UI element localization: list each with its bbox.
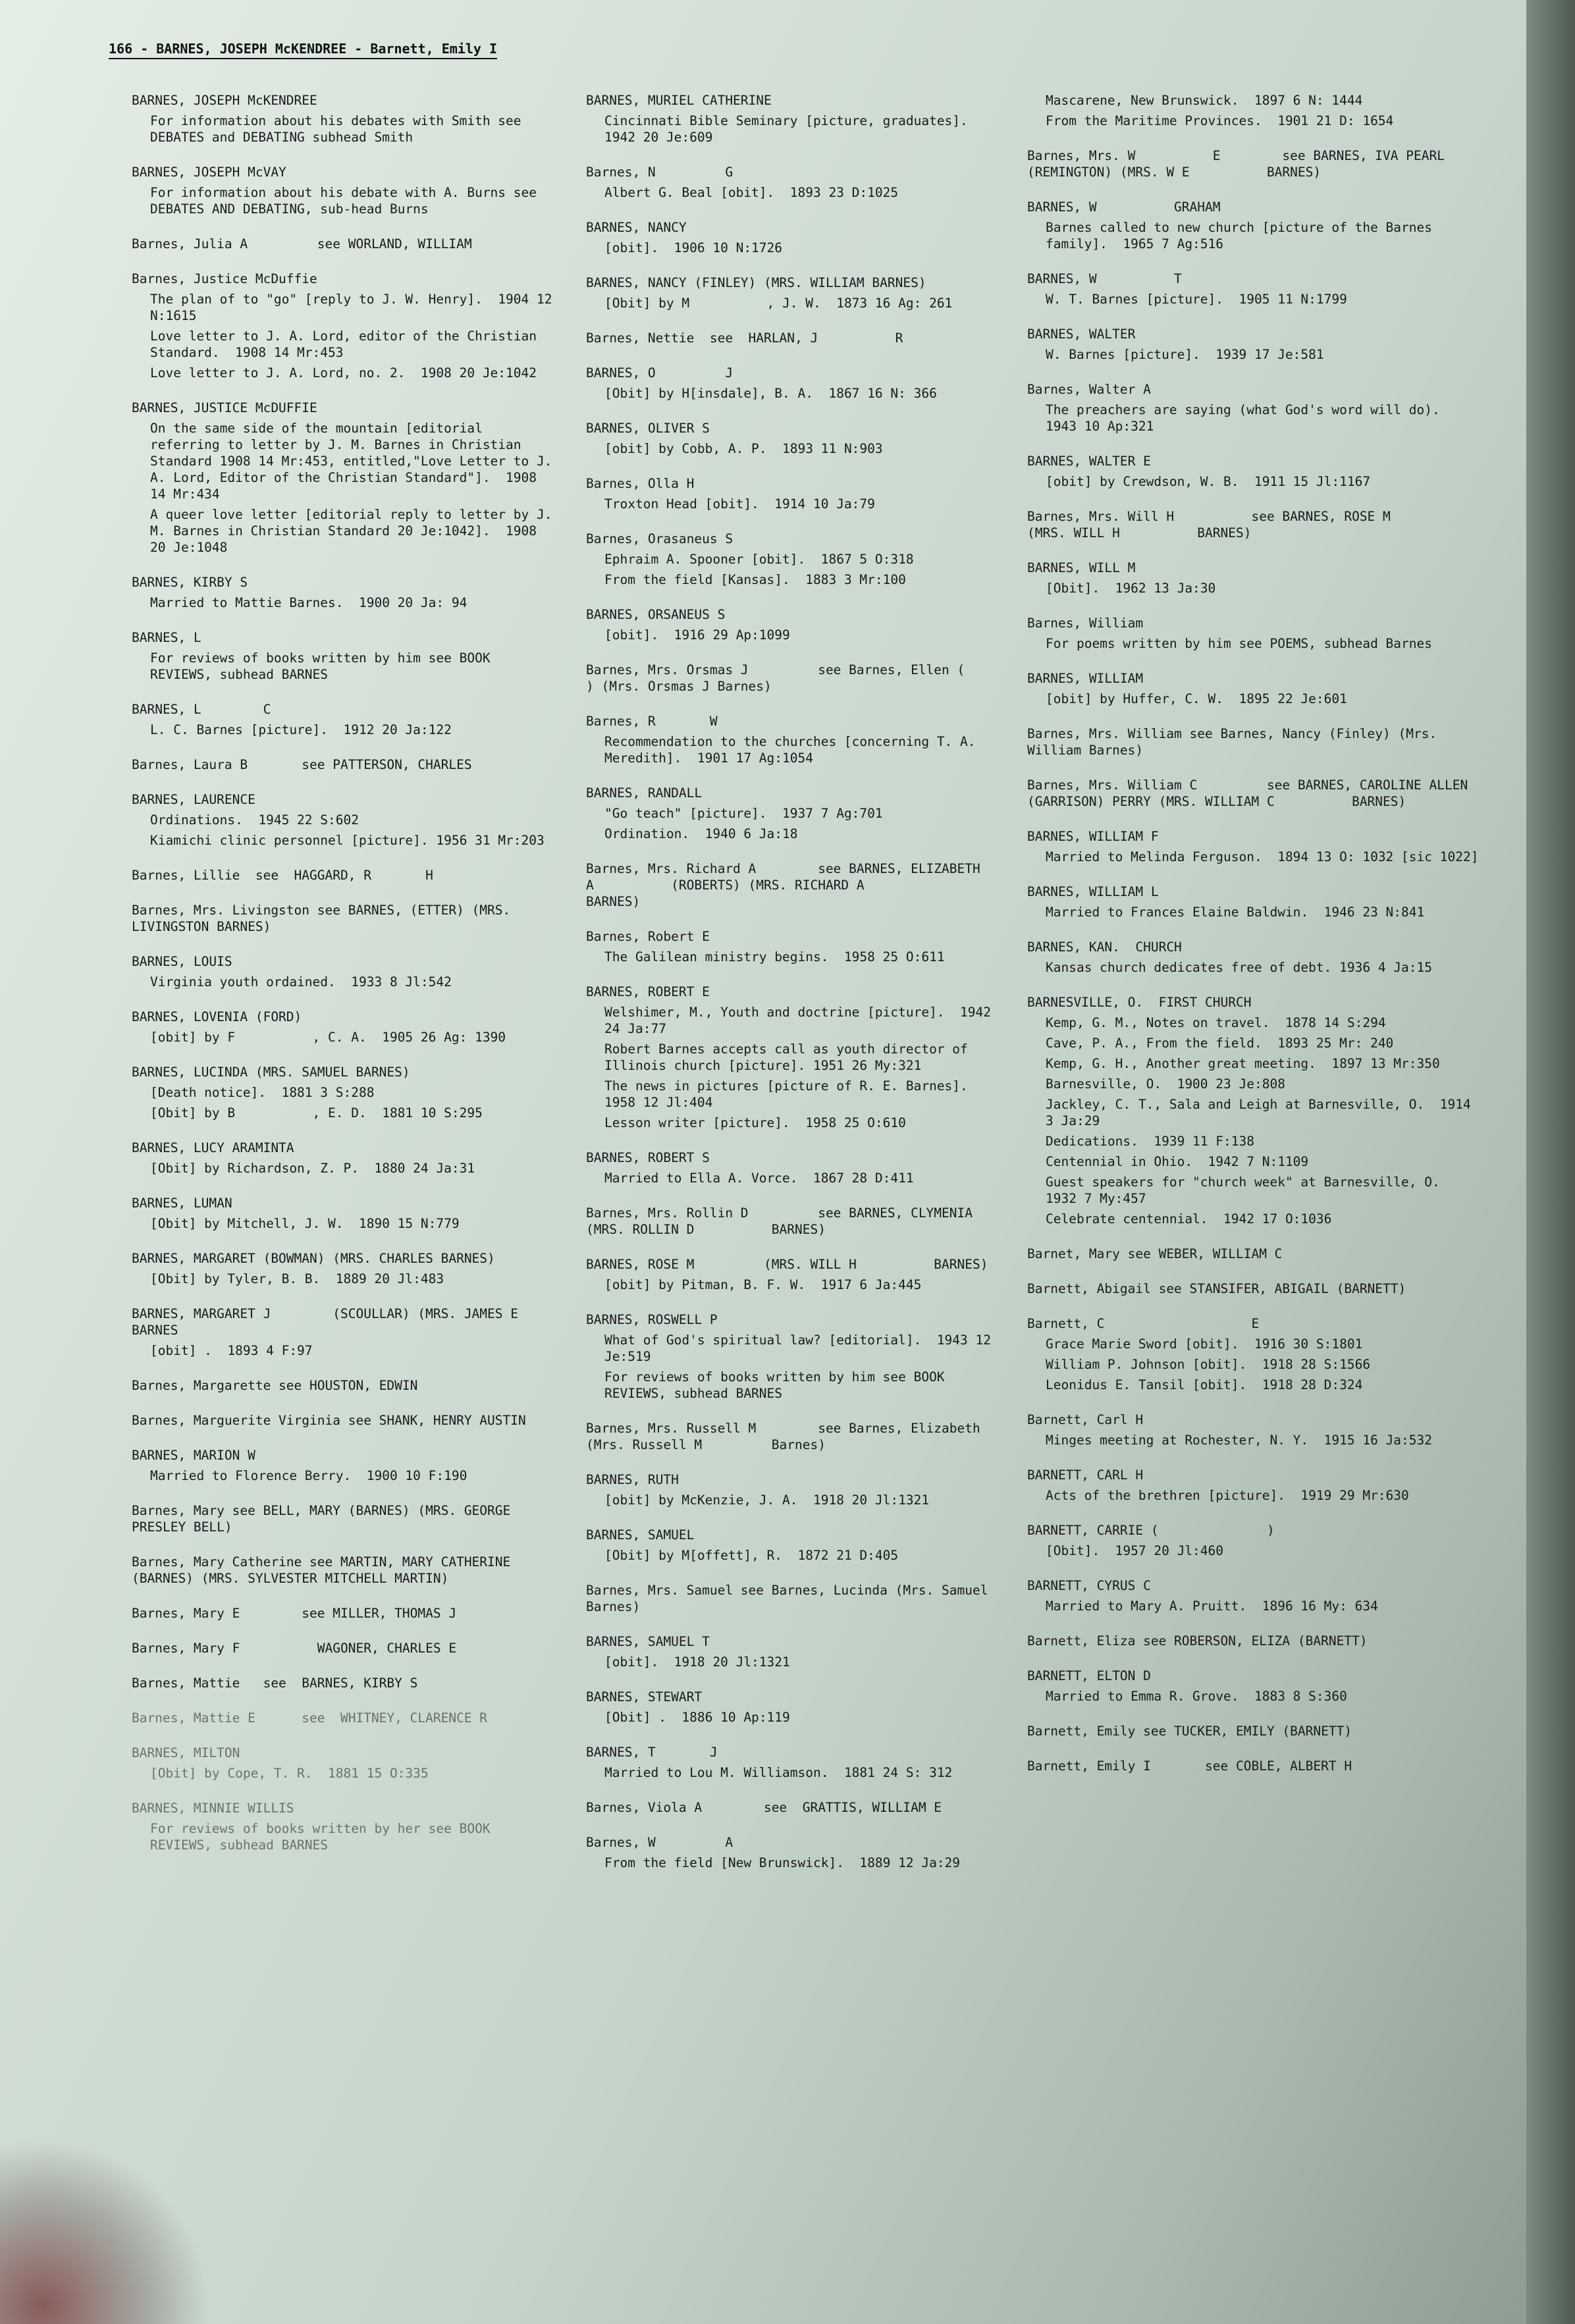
index-entry (1027, 1412, 1482, 1448)
entry-reference: [Obit] by Mitchell, J. W. 1890 15 N:779 (150, 1216, 460, 1231)
entry-heading: BARNES, MILTON (132, 1745, 240, 1760)
index-entry (132, 1447, 560, 1484)
entry-heading: Barnes, Mrs. Russell M see Barnes, Elizabeth (Mrs. Russell M Barnes) (586, 1421, 988, 1452)
entry-heading: BARNETT, CARL H (1027, 1467, 1144, 1483)
entry-heading: Barnes, Justice McDuffie (132, 271, 317, 286)
entry-heading: Barnett, Emily see TUCKER, EMILY (BARNETT) (1027, 1724, 1352, 1739)
index-entry (132, 574, 560, 611)
index-entry (1027, 828, 1482, 865)
entry-heading: Barnett, Abigail see STANSIFER, ABIGAIL (BARNETT) (1027, 1281, 1406, 1296)
entry-reference: Kemp, G. M., Notes on travel. 1878 14 S:294 (1046, 1015, 1386, 1030)
entry-heading: Barnes, Mrs. William C see BARNES, CAROLINE ALLEN (GARRISON) PERRY (MRS. WILLIAM C BARNES) (1027, 778, 1476, 809)
index-entry (1027, 670, 1482, 707)
index-entry (132, 1554, 560, 1587)
entry-reference: Love letter to J. A. Lord, editor of the Christian Standard. 1908 14 Mr:453 (150, 329, 545, 360)
entry-heading: BARNES, WILLIAM L (1027, 884, 1159, 899)
index-entry (1027, 615, 1482, 652)
entry-heading: Barnes, Mrs. Samuel see Barnes, Lucinda (Mrs. Samuel Barnes) (586, 1583, 996, 1614)
index-entry (1027, 1577, 1482, 1614)
entry-heading: Barnett, Carl H (1027, 1412, 1144, 1427)
entry-heading: Barnes, Mrs. Livingston see BARNES, (ETTER) (MRS. LIVINGSTON BARNES) (132, 903, 519, 934)
index-entry (586, 164, 994, 201)
entry-reference: Recommendation to the churches [concerning T. A. Meredith]. 1901 17 Ag:1054 (604, 734, 984, 766)
entry-reference: For reviews of books written by him see BOOK REVIEWS, subhead BARNES (604, 1369, 953, 1401)
entry-reference: Ordinations. 1945 22 S:602 (150, 812, 359, 828)
entry-reference: Ordination. 1940 6 Ja:18 (604, 826, 798, 841)
entry-reference: Welshimer, M., Youth and doctrine [picture]. 1942 24 Ja:77 (604, 1005, 999, 1036)
entry-reference: [Obit] by M , J. W. 1873 16 Ag: 261 (604, 296, 953, 311)
entry-reference: The news in pictures [picture of R. E. Barnes]. 1958 12 Jl:404 (604, 1078, 984, 1110)
index-entry (586, 1527, 994, 1564)
entry-heading: BARNES, L C (132, 702, 271, 717)
index-entry (586, 1471, 994, 1508)
entry-heading: BARNES, ROSE M (MRS. WILL H BARNES) (586, 1257, 988, 1272)
entry-reference: L. C. Barnes [picture]. 1912 20 Ja:122 (150, 722, 452, 737)
entry-heading: BARNES, WALTER (1027, 327, 1136, 342)
entry-reference: [obit]. 1906 10 N:1726 (604, 240, 783, 255)
entry-heading: Barnes, Mrs. Will H see BARNES, ROSE M (MRS. WILL H BARNES) (1027, 509, 1460, 541)
entry-heading: Barnes, Walter A (1027, 382, 1151, 397)
entry-reference: For poems written by him see POEMS, subhead Barnes (1046, 636, 1432, 651)
hand-shadow (0, 2140, 211, 2324)
entry-reference: [obit] by Huffer, C. W. 1895 22 Je:601 (1046, 691, 1347, 706)
entry-reference: Married to Emma R. Grove. 1883 8 S:360 (1046, 1689, 1347, 1704)
index-entry (1027, 271, 1482, 307)
index-entry (586, 984, 999, 1131)
entry-reference: [Obit] by M[offett], R. 1872 21 D:405 (604, 1548, 899, 1563)
entry-reference: [Obit] by Tyler, B. B. 1889 20 Jl:483 (150, 1271, 444, 1286)
index-entry (132, 867, 560, 884)
entry-heading: BARNES, ROBERT E (586, 984, 710, 999)
entry-reference: [obit] by F , C. A. 1905 26 Ag: 1390 (150, 1030, 506, 1045)
entry-reference: [Obit]. 1957 20 Jl:460 (1046, 1543, 1224, 1558)
index-entry (132, 701, 560, 738)
index-entry (132, 1064, 560, 1121)
entry-heading: Barnes, Mary F WAGONER, CHARLES E (132, 1641, 457, 1656)
index-column-3 (1027, 92, 1482, 1793)
entry-reference: [obit] by Crewdson, W. B. 1911 15 Jl:1167 (1046, 474, 1371, 489)
index-entry (1027, 92, 1482, 129)
entry-heading: Barnes, Mattie E see WHITNEY, CLARENCE R (132, 1710, 488, 1726)
entry-heading: BARNES, JOSEPH McVAY (132, 165, 286, 180)
entry-reference: Kemp, G. H., Another great meeting. 1897 13 Mr:350 (1046, 1056, 1440, 1071)
entry-reference: From the field [New Brunswick]. 1889 12 Ja:29 (604, 1855, 961, 1870)
entry-reference: On the same side of the mountain [editorial referring to letter by J. M. Barnes in Christian Standard 1908 14 Mr:453, entitled,"Love Letter to J. A. Lord, Editor of the Christian Standard"]. 1908 14 Mr:434 (150, 421, 560, 502)
entry-reference: Grace Marie Sword [obit]. 1916 30 S:1801 (1046, 1336, 1363, 1352)
index-entry (1027, 508, 1482, 541)
entry-heading: BARNES, ROSWELL P (586, 1312, 718, 1327)
entry-heading: BARNES, OLIVER S (586, 421, 710, 436)
index-entry (132, 1377, 560, 1394)
entry-heading: Barnes, Olla H (586, 476, 695, 491)
index-entry (1027, 777, 1482, 810)
index-entry (132, 1800, 560, 1853)
entry-reference: Celebrate centennial. 1942 17 O:1036 (1046, 1211, 1332, 1227)
index-entry (132, 1306, 596, 1359)
index-entry (132, 791, 560, 849)
entry-heading: Barnett, Eliza see ROBERSON, ELIZA (BARNETT) (1027, 1633, 1368, 1649)
entry-reference: Love letter to J. A. Lord, no. 2. 1908 20 Je:1042 (150, 365, 537, 381)
index-entry (132, 1710, 560, 1726)
entry-reference: Ephraim A. Spooner [obit]. 1867 5 O:318 (604, 552, 914, 567)
index-entry (586, 860, 994, 910)
index-entry (586, 1834, 994, 1871)
index-entry (586, 1582, 994, 1615)
entry-heading: Barnes, W A (586, 1835, 734, 1850)
index-entry (132, 92, 560, 145)
entry-reference: Albert G. Beal [obit]. 1893 23 D:1025 (604, 185, 899, 200)
index-entry (1027, 726, 1482, 758)
entry-reference: Married to Mary A. Pruitt. 1896 16 My: 634 (1046, 1598, 1378, 1614)
index-entry (1027, 1281, 1482, 1297)
entry-heading: Barnes, Marguerite Virginia see SHANK, HENRY AUSTIN (132, 1413, 526, 1428)
entry-reference: Acts of the brethren [picture]. 1919 29 Mr:630 (1046, 1488, 1409, 1503)
index-entry (132, 1195, 560, 1232)
index-column-2 (586, 92, 1042, 1889)
entry-reference: Jackley, C. T., Sala and Leigh at Barnesville, O. 1914 3 Ja:29 (1046, 1097, 1479, 1128)
entry-reference: [obit] by Cobb, A. P. 1893 11 N:903 (604, 441, 883, 456)
entry-heading: BARNES, MARGARET J (SCOULLAR) (MRS. JAMES E BARNES (132, 1306, 596, 1338)
entry-heading: Barnes, Mary E see MILLER, THOMAS J (132, 1606, 457, 1621)
entry-heading: BARNETT, ELTON D (1027, 1668, 1151, 1683)
index-entry (586, 1744, 994, 1781)
entry-reference: [Death notice]. 1881 3 S:288 (150, 1085, 375, 1100)
index-entry (586, 365, 994, 402)
entry-reference: [obit] by McKenzie, J. A. 1918 20 Jl:1321 (604, 1492, 930, 1508)
index-entry (132, 1140, 560, 1176)
index-entry (1027, 884, 1482, 920)
entry-reference: Virginia youth ordained. 1933 8 Jl:542 (150, 974, 452, 990)
index-entry (1027, 199, 1482, 252)
index-entry (132, 164, 560, 217)
index-entry (586, 275, 994, 311)
entry-heading: BARNES, MARGARET (BOWMAN) (MRS. CHARLES BARNES) (132, 1251, 495, 1266)
index-entry (132, 1675, 560, 1691)
index-entry (586, 1256, 994, 1293)
index-entry (1027, 1522, 1482, 1559)
entry-heading: BARNES, SAMUEL T (586, 1634, 710, 1649)
entry-reference: Troxton Head [obit]. 1914 10 Ja:79 (604, 496, 875, 512)
entry-heading: BARNES, JOSEPH McKENDREE (132, 93, 317, 108)
entry-reference: What of God's spiritual law? [editorial]. 1943 12 Je:519 (604, 1333, 999, 1364)
entry-reference: [Obit] by Richardson, Z. P. 1880 24 Ja:31 (150, 1161, 475, 1176)
index-entry (1027, 381, 1482, 435)
entry-heading: BARNES, JUSTICE McDUFFIE (132, 400, 317, 415)
entry-reference: Minges meeting at Rochester, N. Y. 1915 16 Ja:532 (1046, 1433, 1432, 1448)
entry-heading: BARNES, WILLIAM F (1027, 829, 1159, 844)
index-entry (132, 1250, 560, 1287)
index-entry (1027, 326, 1482, 363)
entry-heading: Barnes, Julia A see WORLAND, WILLIAM (132, 236, 472, 251)
entry-heading: Barnes, N G (586, 165, 734, 180)
index-entry (586, 1205, 994, 1238)
entry-reference: Cincinnati Bible Seminary [picture, graduates]. 1942 20 Je:609 (604, 113, 984, 145)
entry-heading: BARNES, SAMUEL (586, 1527, 695, 1543)
index-entry (1027, 147, 1482, 180)
entry-heading: Barnett, Emily I see COBLE, ALBERT H (1027, 1758, 1352, 1774)
entry-reference: Robert Barnes accepts call as youth director of Illinois church [picture]. 1951 26 My:321 (604, 1042, 976, 1073)
entry-reference: From the field [Kansas]. 1883 3 Mr:100 (604, 572, 906, 587)
entry-heading: BARNES, LAURENCE (132, 792, 255, 807)
entry-heading: Barnes, R W (586, 714, 718, 729)
entry-heading: Barnes, Laura B see PATTERSON, CHARLES (132, 757, 472, 772)
entry-heading: Barnes, Robert E (586, 929, 710, 944)
entry-reference: Barnesville, O. 1900 23 Je:808 (1046, 1076, 1285, 1092)
entry-heading: BARNES, WILL M (1027, 560, 1136, 575)
index-entry (1027, 994, 1482, 1227)
entry-reference: Married to Ella A. Vorce. 1867 28 D:411 (604, 1171, 914, 1186)
entry-heading: Barnes, Mrs. Orsmas J see Barnes, Ellen ( ) (Mrs. Orsmas J Barnes) (586, 662, 1042, 694)
entry-reference: Guest speakers for "church week" at Barnesville, O. 1932 7 My:457 (1046, 1175, 1456, 1206)
entry-heading: BARNES, RANDALL (586, 785, 703, 801)
index-entry (1027, 1758, 1482, 1774)
entry-reference: [Obit]. 1962 13 Ja:30 (1046, 581, 1216, 596)
entry-heading: BARNES, LOVENIA (FORD) (132, 1009, 302, 1024)
index-entry (1027, 453, 1482, 490)
index-entry (586, 785, 994, 842)
entry-heading: Barnes, William (1027, 616, 1144, 631)
entry-reference: Kansas church dedicates free of debt. 1936 4 Ja:15 (1046, 960, 1432, 975)
index-entry (1027, 1246, 1482, 1262)
entry-reference: Married to Florence Berry. 1900 10 F:190 (150, 1468, 467, 1483)
index-entry (586, 531, 994, 588)
entry-heading: Barnes, Mary see BELL, MARY (BARNES) (MRS. GEORGE PRESLEY BELL) (132, 1503, 519, 1535)
index-entry (586, 713, 994, 766)
index-entry (586, 475, 994, 512)
entry-heading: BARNES, W T (1027, 271, 1182, 286)
entry-heading: BARNES, LUMAN (132, 1196, 232, 1211)
entry-heading: BARNES, NANCY (FINLEY) (MRS. WILLIAM BARNES) (586, 275, 926, 290)
entry-reference: Lesson writer [picture]. 1958 25 O:610 (604, 1115, 906, 1130)
entry-reference: From the Maritime Provinces. 1901 21 D: 1654 (1046, 113, 1394, 128)
index-entry (586, 1149, 994, 1186)
index-entry (586, 1633, 994, 1670)
index-entry (132, 236, 560, 252)
index-entry (132, 629, 560, 683)
entry-reference: [Obit] by H[insdale], B. A. 1867 16 N: 366 (604, 386, 937, 401)
entry-heading: Barnet, Mary see WEBER, WILLIAM C (1027, 1246, 1283, 1261)
index-entry (1027, 1668, 1482, 1704)
entry-heading: BARNESVILLE, O. FIRST CHURCH (1027, 995, 1252, 1010)
entry-heading: BARNES, KAN. CHURCH (1027, 939, 1182, 955)
entry-heading: Barnes, Mrs. Rollin D see BARNES, CLYMENIA (MRS. ROLLIN D BARNES) (586, 1205, 980, 1237)
entry-heading: Barnes, Mattie see BARNES, KIRBY S (132, 1676, 418, 1691)
entry-reference: For information about his debates with Smith see DEBATES and DEBATING subhead Smith (150, 113, 529, 145)
entry-heading: BARNES, STEWART (586, 1689, 703, 1704)
index-entry (132, 271, 560, 381)
entry-reference: A queer love letter [editorial reply to letter by J. M. Barnes in Christian Standard 20 Je:1042]. 1908 20 Je:1048 (150, 507, 560, 555)
entry-heading: Barnes, Mrs. William see Barnes, Nancy (Finley) (Mrs. William Barnes) (1027, 726, 1445, 758)
entry-reference: The Galilean ministry begins. 1958 25 O:611 (604, 949, 945, 964)
entry-reference: Dedications. 1939 11 F:138 (1046, 1134, 1254, 1149)
index-entry (586, 1311, 999, 1402)
entry-reference: "Go teach" [picture]. 1937 7 Ag:701 (604, 806, 883, 821)
entry-reference: W. Barnes [picture]. 1939 17 Je:581 (1046, 347, 1324, 362)
index-entry (586, 219, 994, 256)
index-entry (132, 400, 560, 556)
entry-heading: Barnes, Lillie see HAGGARD, R H (132, 868, 433, 883)
page-header: 166 - BARNES, JOSEPH McKENDREE - Barnett, Emily I (109, 41, 497, 59)
entry-heading: BARNES, LUCINDA (MRS. SAMUEL BARNES) (132, 1065, 410, 1080)
entry-heading: BARNES, ORSANEUS S (586, 607, 726, 622)
entry-heading: BARNES, W GRAHAM (1027, 199, 1221, 215)
index-entry (586, 606, 994, 643)
index-entry (132, 1605, 560, 1622)
entry-heading: BARNES, MURIEL CATHERINE (586, 93, 772, 108)
entry-reference: Barnes called to new church [picture of the Barnes family]. 1965 7 Ag:516 (1046, 220, 1440, 251)
entry-reference: Centennial in Ohio. 1942 7 N:1109 (1046, 1154, 1309, 1169)
index-entry (132, 1640, 560, 1656)
entry-heading: BARNES, KIRBY S (132, 575, 248, 590)
index-entry (1027, 1467, 1482, 1504)
index-entry (1027, 939, 1482, 976)
entry-heading: Barnes, Mrs. Richard A see BARNES, ELIZABETH A (ROBERTS) (MRS. RICHARD A BARNES) (586, 861, 988, 909)
entry-heading: BARNETT, CARRIE ( ) (1027, 1523, 1275, 1538)
index-entry (586, 420, 994, 457)
entry-reference: The preachers are saying (what God's word will do). 1943 10 Ap:321 (1046, 402, 1456, 434)
index-entry (586, 92, 994, 145)
entry-heading: BARNES, RUTH (586, 1472, 679, 1487)
entry-heading: Barnes, Mrs. W E see BARNES, IVA PEARL (REMINGTON) (MRS. W E BARNES) (1027, 148, 1453, 180)
entry-reference: Married to Melinda Ferguson. 1894 13 O: 1032 [sic 1022] (1046, 849, 1479, 864)
entry-reference: [obit] by Pitman, B. F. W. 1917 6 Ja:445 (604, 1277, 922, 1292)
entry-reference: W. T. Barnes [picture]. 1905 11 N:1799 (1046, 292, 1347, 307)
entry-heading: Barnes, Nettie see HARLAN, J R (586, 330, 903, 346)
index-entry (132, 953, 560, 990)
index-entry (132, 756, 560, 773)
entry-heading: BARNES, ROBERT S (586, 1150, 710, 1165)
entry-heading: BARNES, LOUIS (132, 954, 232, 969)
index-entry (132, 1009, 560, 1045)
entry-heading: BARNES, T J (586, 1745, 718, 1760)
entry-reference: [obit]. 1918 20 Jl:1321 (604, 1654, 790, 1670)
index-entry (132, 1502, 560, 1535)
entry-heading: BARNES, O J (586, 365, 734, 381)
entry-heading: Barnes, Mary Catherine see MARTIN, MARY CATHERINE (BARNES) (MRS. SYLVESTER MITCHELL MARTIN) (132, 1554, 519, 1586)
entry-heading: BARNES, L (132, 630, 201, 645)
entry-heading: Barnett, C E (1027, 1316, 1260, 1331)
entry-reference: Married to Lou M. Williamson. 1881 24 S: 312 (604, 1765, 953, 1780)
index-entry (586, 1799, 994, 1816)
index-entry (132, 1745, 560, 1782)
index-entry (586, 1689, 994, 1726)
entry-heading: BARNES, MINNIE WILLIS (132, 1801, 294, 1816)
index-entry (586, 1420, 994, 1453)
index-entry (1027, 1723, 1482, 1739)
index-entry (586, 928, 994, 965)
index-entry (1027, 1633, 1482, 1649)
entry-reference: The plan of to "go" [reply to J. W. Henry]. 1904 12 N:1615 (150, 292, 560, 323)
entry-reference: For reviews of books written by her see BOOK REVIEWS, subhead BARNES (150, 1821, 498, 1853)
entry-reference: [Obit] by Cope, T. R. 1881 15 O:335 (150, 1766, 429, 1781)
page-edge (1526, 0, 1575, 2324)
entry-reference: [Obit] . 1886 10 Ap:119 (604, 1710, 790, 1725)
entry-reference: For information about his debate with A. Burns see DEBATES AND DEBATING, sub-head Burns (150, 185, 545, 217)
index-entry (586, 662, 1042, 695)
index-entry (1027, 560, 1482, 596)
entry-reference: Married to Frances Elaine Baldwin. 1946 23 N:841 (1046, 905, 1425, 920)
entry-heading: BARNES, WALTER E (1027, 454, 1151, 469)
entry-reference: Leonidus E. Tansil [obit]. 1918 28 D:324 (1046, 1377, 1363, 1392)
entry-reference: [obit] . 1893 4 F:97 (150, 1343, 313, 1358)
entry-reference: For reviews of books written by him see BOOK REVIEWS, subhead BARNES (150, 650, 498, 682)
index-entry (132, 902, 560, 935)
entry-heading: Barnes, Viola A see GRATTIS, WILLIAM E (586, 1800, 942, 1815)
entry-reference: Mascarene, New Brunswick. 1897 6 N: 1444 (1046, 93, 1363, 108)
index-entry (586, 330, 994, 346)
entry-reference: [obit]. 1916 29 Ap:1099 (604, 627, 790, 643)
index-column-1 (132, 92, 596, 1872)
entry-reference: [Obit] by B , E. D. 1881 10 S:295 (150, 1105, 483, 1121)
index-entry (1027, 1315, 1482, 1393)
entry-heading: BARNES, WILLIAM (1027, 671, 1144, 686)
entry-heading: BARNETT, CYRUS C (1027, 1578, 1151, 1593)
entry-heading: BARNES, MARION W (132, 1448, 255, 1463)
entry-heading: Barnes, Margarette see HOUSTON, EDWIN (132, 1378, 418, 1393)
entry-heading: BARNES, LUCY ARAMINTA (132, 1140, 294, 1155)
entry-reference: William P. Johnson [obit]. 1918 28 S:1566 (1046, 1357, 1371, 1372)
entry-reference: Cave, P. A., From the field. 1893 25 Mr: 240 (1046, 1036, 1394, 1051)
index-entry (132, 1412, 560, 1429)
entry-heading: Barnes, Orasaneus S (586, 531, 734, 546)
entry-reference: Married to Mattie Barnes. 1900 20 Ja: 94 (150, 595, 467, 610)
entry-reference: Kiamichi clinic personnel [picture]. 1956 31 Mr:203 (150, 833, 545, 848)
entry-heading: BARNES, NANCY (586, 220, 687, 235)
